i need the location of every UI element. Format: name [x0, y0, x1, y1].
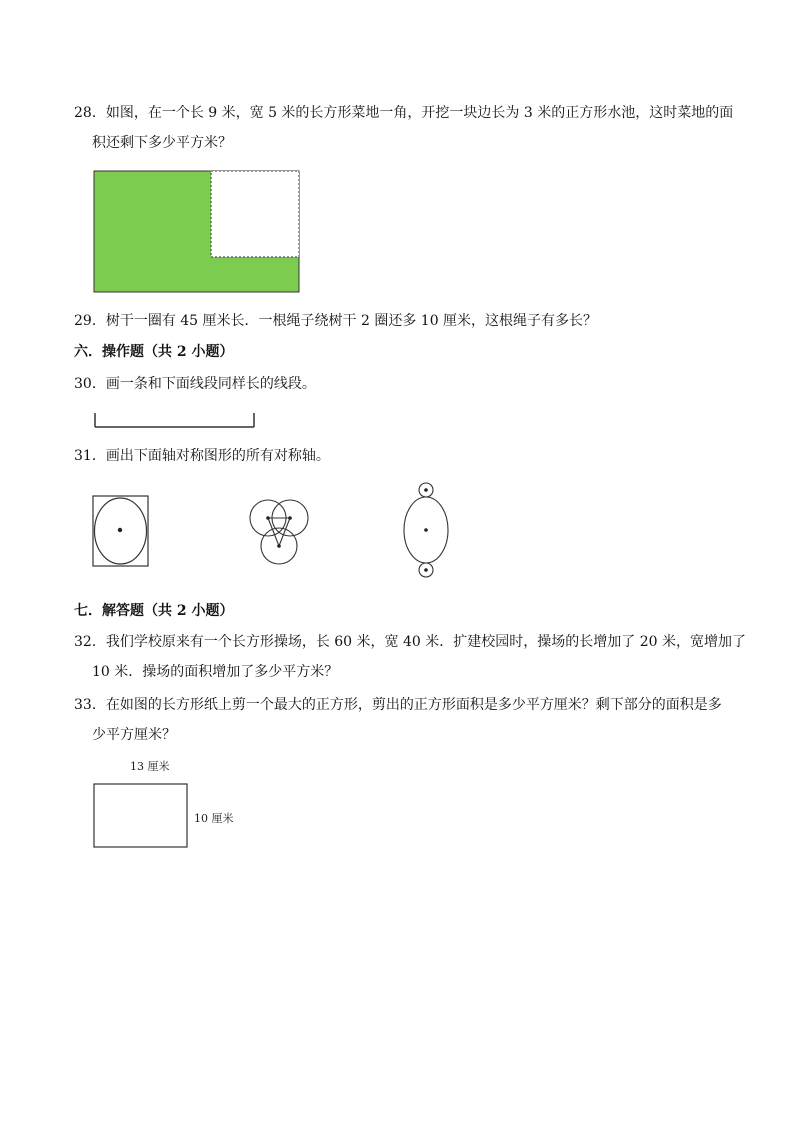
- section7-title: 七．解答题（共 2 小题）: [74, 603, 234, 619]
- paper-rectangle: [94, 784, 187, 847]
- q33-width-label: 13 厘米: [130, 760, 170, 773]
- center-dot: [118, 528, 122, 532]
- section6-title: 六．操作题（共 2 小题）: [74, 344, 234, 360]
- q33-text-line1: 33．在如图的长方形纸上剪一个最大的正方形，剪出的正方形面积是多少平方厘米？剩下部分的面积是多: [74, 697, 722, 713]
- top-small-dot: [424, 488, 428, 492]
- q30-text-line1: 30．画一条和下面线段同样长的线段。: [74, 376, 316, 392]
- q31-figure-square-circle: [88, 493, 154, 569]
- q33-height-label: 10 厘米: [194, 812, 234, 825]
- q33-rectangle-figure: [92, 782, 190, 850]
- bottom-small-dot: [424, 568, 428, 572]
- q28-text-line2: 积还剩下多少平方米？: [92, 135, 232, 151]
- q28-text-line1: 28．如图，在一个长 9 米，宽 5 米的长方形菜地一角，开挖一块边长为 3 米的正方形水池，这时菜地的面: [74, 105, 734, 121]
- q28-garden-figure: [92, 169, 302, 295]
- q30-line-segment-figure: [92, 410, 258, 430]
- dot-right: [288, 516, 292, 520]
- dot-left: [266, 516, 270, 520]
- q29-text-line1: 29．树干一圈有 45 厘米长．一根绳子绕树干 2 圈还多 10 厘米，这根绳子有多长？: [74, 313, 598, 329]
- dot-bottom: [277, 544, 281, 548]
- middle-dot: [424, 528, 428, 532]
- q32-text-line1: 32．我们学校原来有一个长方形操场，长 60 米，宽 40 米．扩建校园时，操场的长增加了 20 米，宽增加了: [74, 634, 746, 650]
- square-pond: [211, 171, 299, 257]
- q33-text-line2: 少平方厘米？: [92, 727, 176, 743]
- q31-text-line1: 31．画出下面轴对称图形的所有对称轴。: [74, 448, 330, 464]
- q31-figure-circle-with-dots: [398, 478, 454, 582]
- q32-text-line2: 10 米．操场的面积增加了多少平方米？: [92, 664, 339, 680]
- q31-figure-three-circles: [244, 494, 314, 570]
